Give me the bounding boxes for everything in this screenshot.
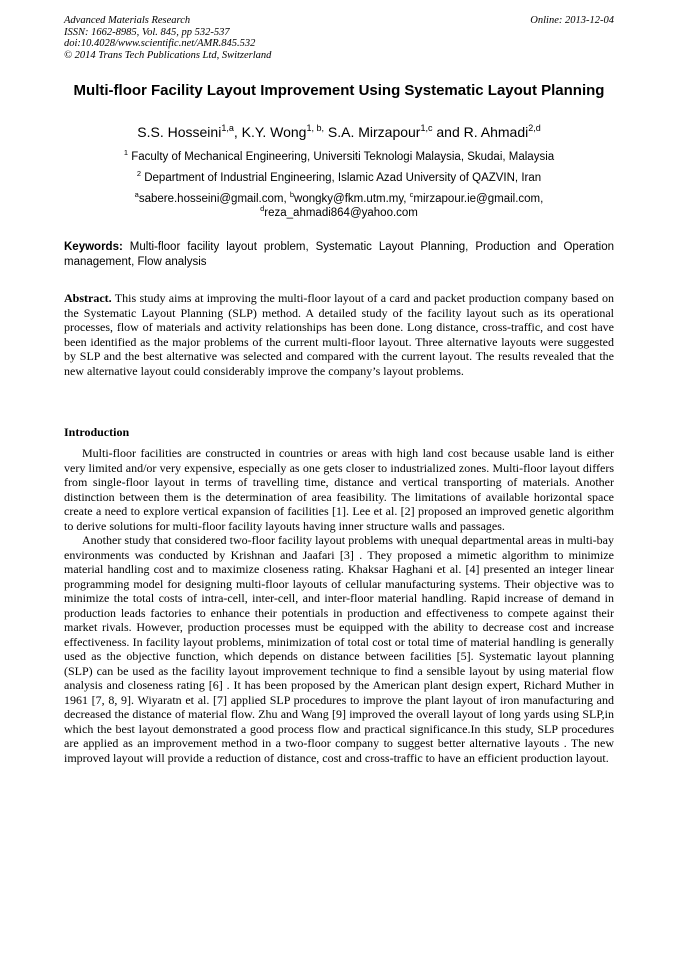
email-link[interactable]: wongky@fkm.utm.my, [294, 193, 407, 205]
affiliation-1 [64, 150, 614, 164]
author-name: S.A. Mirzapour [327, 124, 421, 140]
paper-title: Multi-floor Facility Layout Improvement Using Systematic Layout Planning [73, 82, 605, 99]
email-superscript: b [289, 190, 295, 199]
affiliation-superscript: 1 [123, 148, 129, 157]
paragraph: Multi-floor facilities are constructed in countries or areas with high land cost because usable land is either very limited and/or very expensive, especially as one gets closer to industrialized zones. Multi-floor layout differs from single-floor layout in terms of travelling time, distance and vertical transporting of materials. Another distinction between them is the determination of area feasibility. The limitations of available horizontal space create a need to explore vertical expansion of facilities [1]. Lee et al. [2] proposed an improved genetic algorithm to derive solutions for multi-floor facility layouts having inner structure walls and passages. [64, 446, 614, 533]
online-date: Online: 2013-12-04 [530, 15, 614, 26]
email-list [64, 192, 614, 220]
doi-line[interactable]: doi:10.4028/www.scientific.net/AMR.845.532 [64, 38, 256, 49]
author-superscript: 1,a [221, 123, 234, 133]
section-heading-introduction: Introduction [64, 425, 130, 439]
introduction-body [64, 446, 614, 765]
abstract-block [64, 291, 614, 378]
journal-name: Advanced Materials Research [64, 15, 191, 26]
paragraph: Another study that considered two-floor facility layout problems with unequal departmental areas in multi-bay environments was conducted by Krishnan and Jaafari [3] . They proposed a mimetic algorithm to minimize material handling cost and to maximize closeness rating. Khaksar Haghani et al. [4] presented an integer linear programming model for designing multi-floor layouts of cellular manufacturing systems. Their objective was to minimize the total costs of intra-cell, inter-cell, and inter-floor material handling. Rapid increase of demand in production leads factories to enhance their potentials in production and effectiveness to compete against their market rivals. However, production processes must be equipped with the ability to decrease cost and increase effectiveness. In facility layout problems, minimization of total cost or total time of material handling is generally used as the objective function, which depends on distance between facilities [5]. Systematic layout planning (SLP) can be used as the facility layout improvement technique to find a sensible layout by using material flow analysis and closeness rating [6] . It has been proposed by the American plant design expert, Richard Muther in 1961 [7, 8, 9]. Wiyaratn et al. [7] applied SLP procedures to improve the plant layout of iron manufacturing and decreased the distance of material flow. Zhu and Wang [9] improved the overall layout of long yards using SLP,in which the best layout demonstrated a good process flow and practical significance.In this study, SLP procedures are applied as an improvement method in a two-floor company to suggest better alternative layouts . The new improved layout will provide a reduction of distance, cost and cross-traffic to have an efficient production layout. [64, 533, 614, 765]
author-conjunction: and [436, 124, 460, 140]
keywords-text: Multi-floor facility layout problem, Systematic Layout Planning, Production and Operation management, Flow analysis [64, 241, 614, 268]
email-link[interactable]: reza_ahmadi864@yahoo.com [264, 207, 418, 219]
author-name: K.Y. Wong [241, 124, 307, 140]
affiliation-text: Faculty of Mechanical Engineering, Universiti Teknologi Malaysia, Skudai, Malaysia [131, 151, 555, 163]
affiliation-2 [64, 171, 614, 185]
email-superscript: d [260, 204, 265, 213]
affiliation-superscript: 2 [136, 169, 142, 178]
author-superscript: 1,c [420, 123, 433, 133]
keywords-label: Keywords: [64, 241, 123, 253]
author-list: S.S. Hosseini$^{1,a}$, K.Y. Wong$^{1, b,}$ S.A. Mirzapour$^{1,c}$ and R. Ahmadi$^{2,d}$ [137, 123, 541, 140]
email-link[interactable]: sabere.hosseini@gmail.com, [138, 193, 287, 205]
email-superscript: c [409, 190, 414, 199]
author-superscript: 1, b, [306, 123, 324, 133]
author-superscript: 2,d [528, 123, 541, 133]
email-link[interactable]: mirzapour.ie@gmail.com, [413, 193, 544, 205]
keywords-block [64, 240, 614, 269]
author-name: R. Ahmadi [463, 124, 529, 140]
affiliation-text: Department of Industrial Engineering, Islamic Azad University of QAZVIN, Iran [144, 172, 542, 184]
email-superscript: a [134, 190, 139, 199]
author-name: S.S. Hosseini [137, 124, 222, 140]
abstract-label: Abstract. [64, 291, 112, 305]
issn-line: ISSN: 1662-8985, Vol. 845, pp 532-537 [64, 26, 230, 38]
copyright-line: © 2014 Trans Tech Publications Ltd, Switzerland [64, 49, 272, 61]
journal-header [64, 15, 464, 61]
abstract-text: This study aims at improving the multi-floor layout of a card and packet production company based on the Systematic Layout Planning (SLP) method. A detailed study of the facility layout such as its operational processes, flow of materials and activity relationships has been done. Long distance, cross-traffic, and cost have been identified as the major problems of the current multi-floor layout. Three alternative layouts were suggested by SLP and the best alternative was selected and compared with the current layout. The results revealed that the new alternative layout could considerably improve the company’s layout problems. [64, 291, 614, 378]
